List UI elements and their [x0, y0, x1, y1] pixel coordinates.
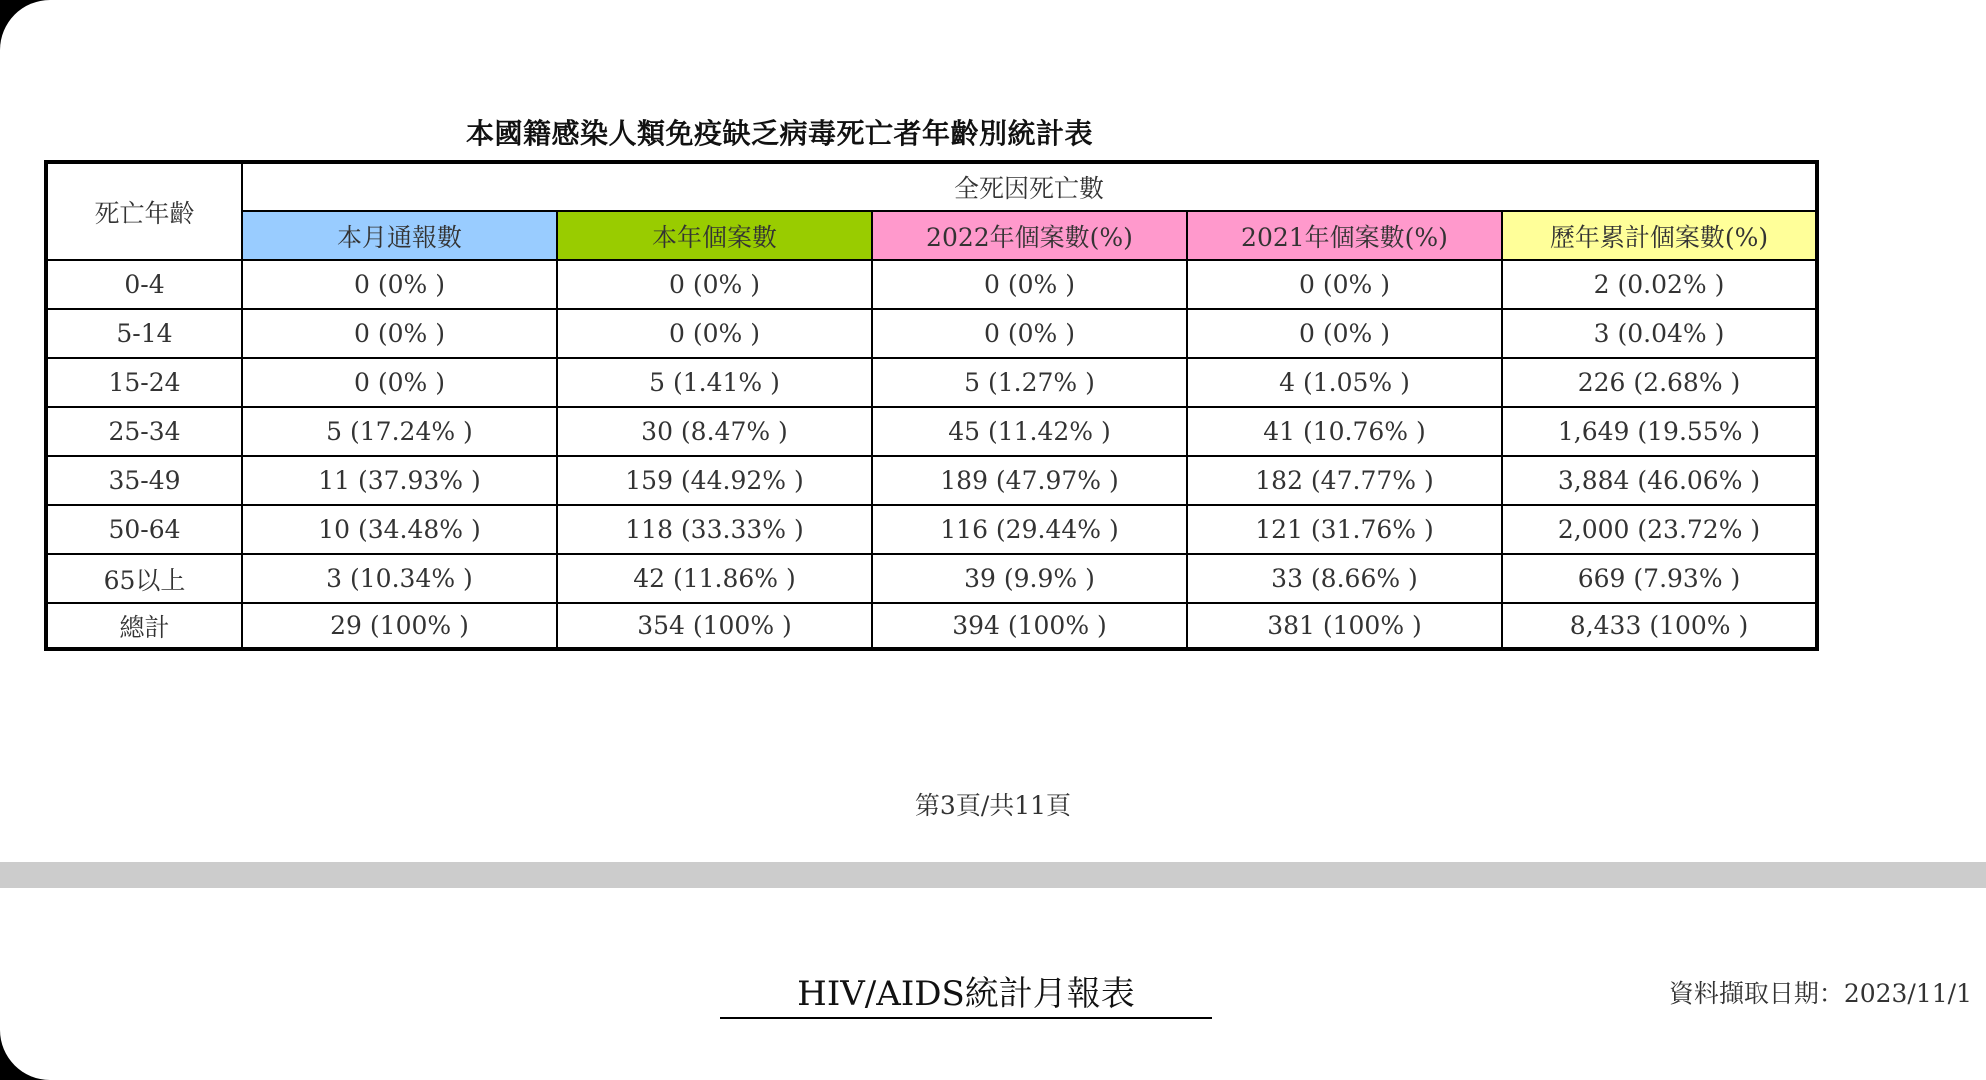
page-number: 第3頁/共11頁 [914, 791, 1072, 820]
table-cell: 3 (0.04% ) [1502, 309, 1817, 358]
age-group-cell: 35-49 [46, 456, 242, 505]
column-header-cumulative: 歷年累計個案數(%) [1502, 211, 1817, 260]
table-title: 本國籍感染人類免疫缺乏病毒死亡者年齡別統計表 [466, 117, 1094, 150]
column-header-row [46, 211, 1817, 260]
table-cell: 0 (0% ) [1187, 260, 1502, 309]
table-row [46, 456, 1817, 505]
table-cell: 116 (29.44% ) [872, 505, 1187, 554]
table-cell: 189 (47.97% ) [872, 456, 1187, 505]
table-cell: 39 (9.9% ) [872, 554, 1187, 603]
table-cell: 4 (1.05% ) [1187, 358, 1502, 407]
age-group-cell: 15-24 [46, 358, 242, 407]
table-cell: 10 (34.48% ) [242, 505, 557, 554]
report-title: HIV/AIDS統計月報表 [720, 966, 1212, 1019]
table-cell: 159 (44.92% ) [557, 456, 872, 505]
table-row [46, 260, 1817, 309]
table-cell: 0 (0% ) [1187, 309, 1502, 358]
table-cell: 0 (0% ) [557, 260, 872, 309]
table-cell: 121 (31.76% ) [1187, 505, 1502, 554]
table-cell: 182 (47.77% ) [1187, 456, 1502, 505]
table-cell: 3 (10.34% ) [242, 554, 557, 603]
column-header-this-month: 本月通報數 [242, 211, 557, 260]
table-cell: 0 (0% ) [872, 260, 1187, 309]
table-cell: 8,433 (100% ) [1502, 603, 1817, 649]
corner-header: 死亡年齡 [46, 162, 242, 260]
data-extract-date: 資料擷取日期：2023/11/1 [1668, 979, 1972, 1008]
table-header-row [46, 162, 1817, 211]
table-cell: 5 (1.27% ) [872, 358, 1187, 407]
table-cell: 2 (0.02% ) [1502, 260, 1817, 309]
table-cell: 0 (0% ) [242, 309, 557, 358]
table-cell: 2,000 (23.72% ) [1502, 505, 1817, 554]
age-group-cell: 總計 [46, 603, 242, 649]
age-group-cell: 50-64 [46, 505, 242, 554]
total-row [46, 603, 1817, 649]
table-cell: 0 (0% ) [557, 309, 872, 358]
table-cell: 42 (11.86% ) [557, 554, 872, 603]
table-cell: 29 (100% ) [242, 603, 557, 649]
age-group-cell: 0-4 [46, 260, 242, 309]
age-group-cell: 5-14 [46, 309, 242, 358]
table-cell: 381 (100% ) [1187, 603, 1502, 649]
table-cell: 394 (100% ) [872, 603, 1187, 649]
table-row [46, 309, 1817, 358]
table-cell: 669 (7.93% ) [1502, 554, 1817, 603]
table-cell: 354 (100% ) [557, 603, 872, 649]
table-row [46, 554, 1817, 603]
table-row [46, 505, 1817, 554]
table-cell: 0 (0% ) [872, 309, 1187, 358]
table-cell: 30 (8.47% ) [557, 407, 872, 456]
page-separator [0, 862, 1986, 888]
column-header-2021: 2021年個案數(%) [1187, 211, 1502, 260]
column-header-this-year: 本年個案數 [557, 211, 872, 260]
column-header-2022: 2022年個案數(%) [872, 211, 1187, 260]
table-cell: 0 (0% ) [242, 260, 557, 309]
table-cell: 11 (37.93% ) [242, 456, 557, 505]
table-row [46, 407, 1817, 456]
table-cell: 226 (2.68% ) [1502, 358, 1817, 407]
table-cell: 0 (0% ) [242, 358, 557, 407]
table-cell: 5 (17.24% ) [242, 407, 557, 456]
table-cell: 3,884 (46.06% ) [1502, 456, 1817, 505]
group-header: 全死因死亡數 [242, 162, 1817, 211]
age-group-cell: 25-34 [46, 407, 242, 456]
table-cell: 41 (10.76% ) [1187, 407, 1502, 456]
table-cell: 5 (1.41% ) [557, 358, 872, 407]
table-cell: 33 (8.66% ) [1187, 554, 1502, 603]
death-age-statistics-table [44, 160, 1819, 651]
table-cell: 118 (33.33% ) [557, 505, 872, 554]
table-row [46, 358, 1817, 407]
table-cell: 1,649 (19.55% ) [1502, 407, 1817, 456]
table-cell: 45 (11.42% ) [872, 407, 1187, 456]
age-group-cell: 65以上 [46, 554, 242, 603]
